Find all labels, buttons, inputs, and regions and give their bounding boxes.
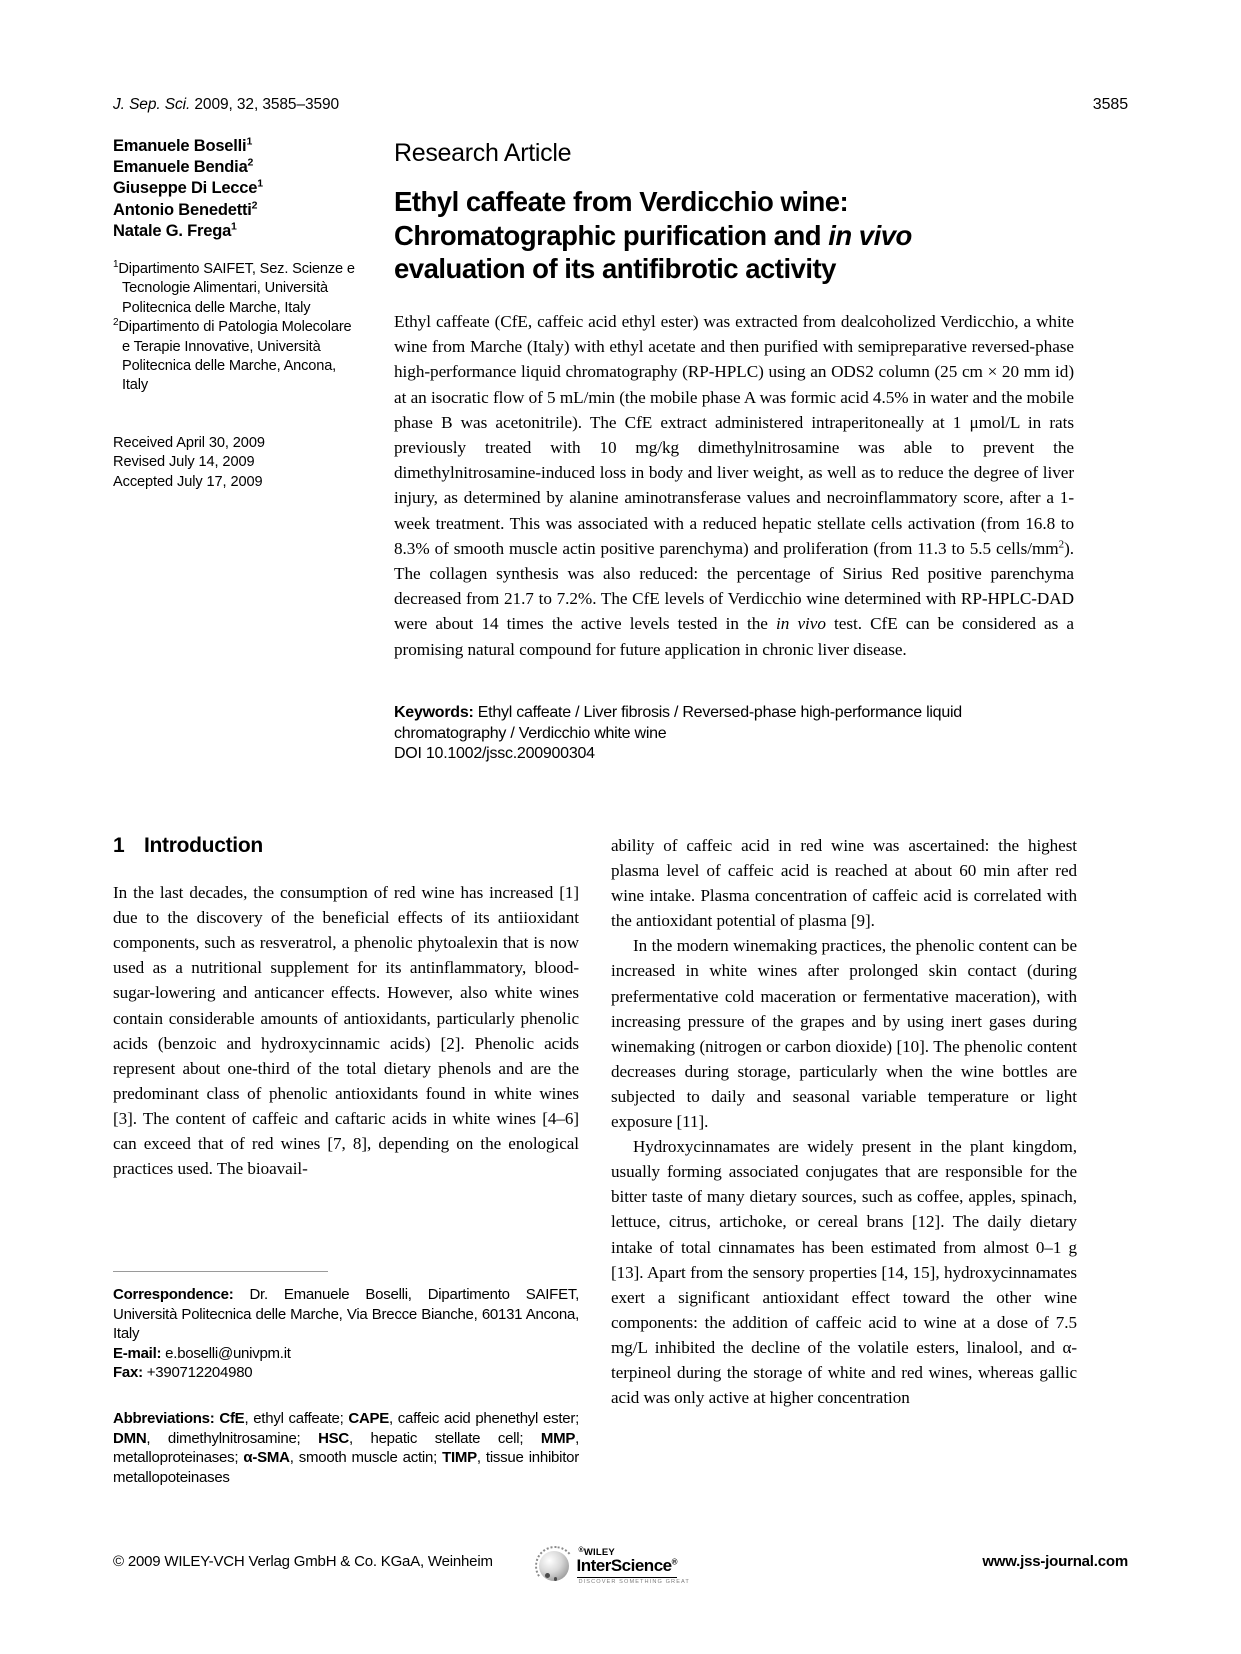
article-header [394,138,1074,304]
abbrev-def: , ethyl caffeate; [244,1409,349,1427]
footnote-divider [113,1271,328,1272]
logo-interscience-wordmark [577,1556,678,1578]
abbrev-def: , metalloproteinases; [113,1429,579,1467]
keywords-text: Ethyl caffeate / Liver fibrosis / Reversed-phase high-performance liquid chromatography / Verdicchio white wine [394,704,962,742]
page-number: 3585 [1092,96,1128,113]
author-name: Giuseppe Di Lecce [113,179,258,198]
fax-value: +390712204980 [142,1364,253,1382]
abstract-part-2: ). The collagen synthesis was also reduced: the percentage of Sirius Red positive parenchyma decreased from 21.7 to 7.2%. The CfE levels of Verdicchio wine determined with RP-HPLC-DAD were about 14 times the active levels tested in the [394,538,1074,634]
page-footer [113,1543,1128,1593]
affiliation-list [113,260,363,396]
copyright-notice: © 2009 WILEY-VCH Verlag GmbH & Co. KGaA, Weinheim [113,1553,493,1570]
author-name: Natale G. Frega [113,221,232,240]
paragraph: In the last decades, the consumption of red wine has increased [1] due to the discovery of the beneficial effects of its antiioxidant components, such as resveratrol, a phenolic phytoalexin that is now used as a nutritional supplement for its antinflammatory, blood-sugar-lowering and anticancer effects. However, also white wines contain considerable amounts of antioxidants, particularly phenolic acids (benzoic and hydroxycinnamic acids) [2]. Phenolic acids represent about one-third of the total dietary phenols and are the predominant class of phenolic antioxidants found in white wines [3]. The content of caffeic and caftaric acids in white wines [4–6] can exceed that of red wines [7, 8], depending on the enological practices used. The bioavail- [113,883,579,1179]
title-line-2-italic: in vivo [828,219,912,251]
registered-mark-icon: ® [578,1547,584,1554]
logo-wiley-text: WILEY [583,1547,615,1558]
section-title: Introduction [144,834,263,857]
abbreviations-note [113,1409,579,1487]
author-entry [113,136,363,157]
abstract-superscript: 2 [1058,538,1065,551]
logo-dot-icon [545,1573,550,1578]
paragraph: ability of caffeic acid in red wine was ascertained: the highest plasma level of caffeic acid is reached at about 60 min after red wine intake. Plasma concentration of caffeic acid is correlated with the antioxidant potential of plasma [9]. [611,836,1077,931]
correspondence-text: Dr. Emanuele Boselli, Dipartimento SAIFET, Università Politecnica delle Marche, Via Brecce Bianche, 60131 Ancona, Italy [113,1286,579,1343]
affiliation-text: Dipartimento SAIFET, Sez. Scienze e Tecnologie Alimentari, Università Politecnica delle Marche, Italy [118,261,355,316]
abbrev-term: DMN [113,1429,147,1447]
affiliation-text: Dipartimento di Patologia Molecolare e Terapie Innovative, Università Politecnica delle Marche, Ancona, Italy [118,319,352,394]
logo-tagline: DISCOVER SOMETHING GREAT [578,1579,690,1585]
author-name: Emanuele Boselli [113,137,247,155]
affiliation-entry [113,260,363,318]
author-affil-marker: 1 [246,135,253,148]
abbrev-term: HSC [318,1429,349,1447]
date-revised: Revised July 14, 2009 [113,454,255,471]
abbrev-def: , smooth muscle actin; [289,1449,443,1467]
doi: DOI 10.1002/jssc.200900304 [394,745,595,763]
author-list [113,136,363,242]
abbrev-term: MMP [540,1429,576,1447]
correspondence-label: Correspondence: [113,1286,234,1303]
author-name: Emanuele Bendia [113,158,248,177]
paragraph: Hydroxycinnamates are widely present in the plant kingdom, usually forming associated conjugates that are responsible for the bitter taste of many dietary sources, such as coffee, apples, spinach, lettuce, citrus, artichoke, or cereal brans [12]. The daily dietary intake of total cinnamates has been estimated from almost 0–1 g [13]. Apart from the sensory properties [14, 15], hydroxycinnamates exert a significant antioxidant effect toward the other wine components: the addition of caffeic acid to wine at a dose of 7.5 mg/L inhibited the decline of the volatile esters, linalool, and α-terpineol during the storage of white and red wines, whereas gallic acid was only active at higher concentration [611,1137,1077,1408]
affiliation-marker: 1 [113,259,119,271]
abbrev-def: , caffeic acid phenethyl ester; [389,1409,579,1427]
abbrev-term: CfE [219,1409,245,1427]
title-line-3: evaluation of its antifibrotic activity [394,253,836,284]
author-affil-marker: 1 [231,220,237,233]
page-title [394,185,1074,286]
abbreviations-label: Abbreviations: [113,1409,215,1427]
date-received: Received April 30, 2009 [113,434,265,451]
logo-dot-icon [554,1577,558,1581]
article-type: Research Article [394,139,572,167]
author-entry [113,200,363,221]
body-column-right [611,833,1077,1410]
fax-label: Fax: [113,1364,143,1382]
author-meta-column [113,136,363,493]
abstract [394,309,1074,662]
correspondence-note [113,1285,579,1383]
title-line-2-prefix: Chromatographic purification and [394,219,829,251]
author-name: Antonio Benedetti [113,200,252,219]
section-number: 1 [113,834,125,857]
email-label: E-mail: [113,1344,162,1362]
affiliation-marker: 2 [113,317,119,329]
footnote-area [113,1271,579,1487]
journal-citation [113,96,339,114]
keywords-block [394,703,1074,765]
section-heading-introduction [113,833,579,858]
abbrev-def: , dimethylnitrosamine; [146,1429,319,1447]
journal-issue: 2009, 32, 3585–3590 [190,96,340,113]
registered-mark-icon: ® [671,1557,678,1567]
journal-website-link[interactable]: www.jss-journal.com [982,1553,1128,1570]
logo-interscience-text: InterScience [576,1556,672,1575]
abbrev-def: , hepatic stellate cell; [349,1429,541,1447]
abbrev-term: TIMP [442,1449,477,1467]
journal-name: J. Sep. Sci. [113,96,191,113]
wiley-interscience-logo[interactable] [531,1543,711,1591]
author-affil-marker: 1 [257,177,263,190]
submission-dates [113,434,363,493]
body-column-left [113,833,579,1181]
author-entry [113,157,363,178]
abstract-part-3: test. CfE can be considered as a promising natural compound for future application in chronic liver disease. [394,614,1074,659]
author-entry [113,178,363,199]
abbrev-term: CAPE [348,1409,390,1427]
abbrev-def: , tissue inhibitor metallopoteinases [113,1449,579,1486]
date-accepted: Accepted July 17, 2009 [113,474,263,491]
abstract-italic-invivo: in vivo [776,614,826,634]
author-affil-marker: 2 [247,156,254,169]
keywords-label: Keywords: [394,704,474,721]
affiliation-entry [113,318,363,396]
paragraph: In the modern winemaking practices, the phenolic content can be increased in white wines after prolonged skin contact (during prefermentative cold maceration or fermentative maceration), with increasing pressure of the grapes and by using inert gases during winemaking (nitrogen or carbon dioxide) [10]. The phenolic content decreases during storage, particularly when the wine bottles are subjected to daily and seasonal variable temperature or light exposure [11]. [611,936,1077,1132]
title-line-1: Ethyl caffeate from Verdicchio wine: [394,186,849,217]
author-entry [113,221,363,242]
author-affil-marker: 2 [251,199,258,212]
running-head [113,96,1128,114]
abbrev-term: α-SMA [243,1449,290,1467]
email-value[interactable]: e.boselli@univpm.it [161,1344,291,1362]
abstract-part-1: Ethyl caffeate (CfE, caffeic acid ethyl ester) was extracted from dealcoholized Verdicchio, a white wine from Marche (Italy) with ethyl acetate and then purified with semipreparative reversed-phase high-performance liquid chromatography (RP-HPLC) using an ODS2 column (25 cm × 20 mm id) at an isocratic flow of 5 mL/min (the mobile phase A was formic acid 4.5% in water and the mobile phase B was acetonitrile). The CfE extract administered intraperitoneally at 1 μmol/L in rats previously treated with 10 mg/kg dimethylnitrosamine was able to prevent the dimethylnitrosamine-induced loss in body and liver weight, as well as to reduce the degree of liver injury, as determined by alanine aminotransferase values and necroinflammatory score, after a 1-week treatment. This was associated with a reduced hepatic stellate cells activation (from 16.8 to 8.3% of smooth muscle actin positive parenchyma) and proliferation (from 11.3 to 5.5 cells/mm [394,312,1074,558]
